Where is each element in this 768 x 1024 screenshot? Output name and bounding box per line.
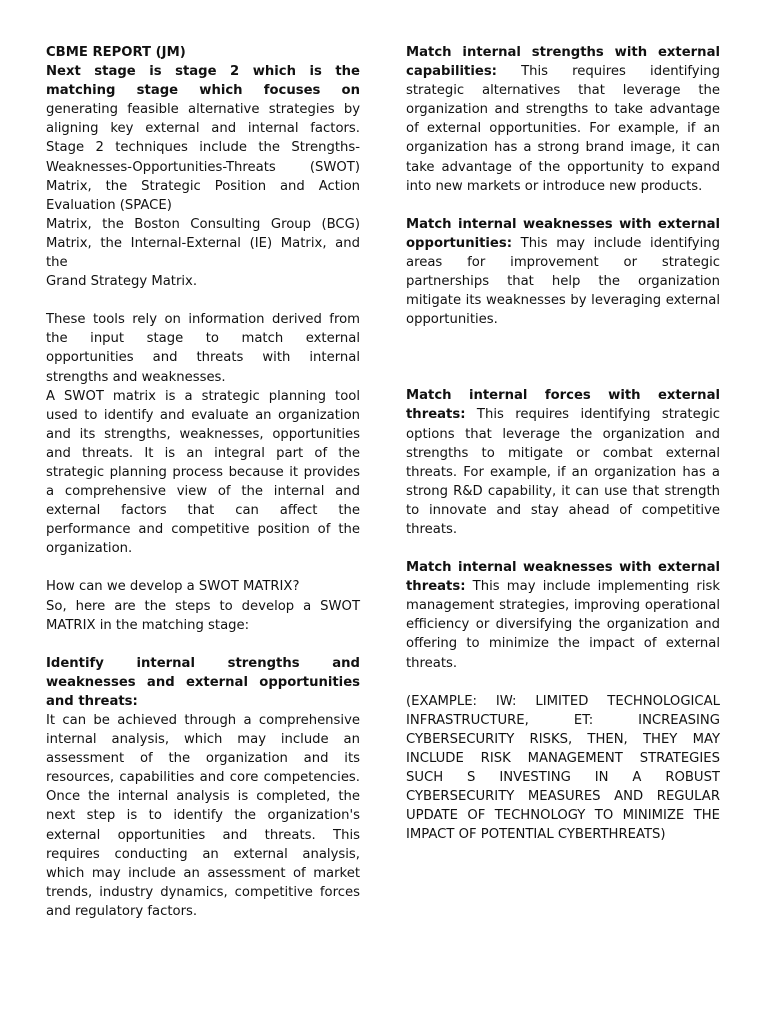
st-body: This requires identifying strategic options that leverage the organization and strengths to mitigate or combat external threats. For example, if an organization has a strong R&D capability, it can use that strength to innovate and stay ahead of competitive threats. xyxy=(406,407,720,537)
right-column xyxy=(406,43,720,844)
example-paragraph: (EXAMPLE: IW: LIMITED TECHNOLOGICAL INFRASTRUCTURE, ET: INCREASING CYBERSECURITY RISKS, THEN, THEY MAY INCLUDE RISK MANAGEMENT STRATEGIES SUCH S INVESTING IN A ROBUST CYBERSECURITY MEASURES AND REGULAR UPDATE OF TECHNOLOGY TO MINIMIZE THE IMPACT OF POTENTIAL CYBERTHREATS) xyxy=(406,693,720,843)
wt-heading: Match internal weaknesses with external threats: xyxy=(406,560,720,595)
wo-heading: Match internal weaknesses with external opportunities: xyxy=(406,216,720,251)
intro-paragraph-line3: Grand Strategy Matrix. xyxy=(46,274,198,290)
st-paragraph xyxy=(406,386,720,539)
question-line: How can we develop a SWOT MATRIX? xyxy=(46,579,300,595)
wo-body: This may include identifying areas for improvement or strategic partnerships that help the organization mitigate its weaknesses by leveraging external opportunities. xyxy=(406,235,720,328)
left-column xyxy=(46,43,360,921)
intro-bold-text: Next stage is stage 2 which is the matching stage which focuses on xyxy=(46,64,360,99)
intro-paragraph xyxy=(46,62,360,215)
report-title: CBME REPORT (JM) xyxy=(46,45,186,60)
so-paragraph xyxy=(406,43,720,196)
swot-paragraph: A SWOT matrix is a strategic planning tool used to identify and evaluate an organization and its strengths, weaknesses, opportunities and threats. It is an integral part of the strategic planning process because it provides a comprehensive view of the internal and external factors that can affect the performance and competitive position of the organization. xyxy=(46,388,360,557)
intro-paragraph-line2: Matrix, the Boston Consulting Group (BCG) Matrix, the Internal-External (IE) Matrix, and the xyxy=(46,216,360,271)
steps-intro: So, here are the steps to develop a SWOT MATRIX in the matching stage: xyxy=(46,598,360,633)
intro-rest-text: generating feasible alternative strategies by aligning key external and internal factors. Stage 2 techniques include the Strengths-Weaknesses-Opportunities-Threats (SWOT) Matrix, the Strategic Position and Action Evaluation (SPACE) xyxy=(46,102,360,213)
identify-heading: Identify internal strengths and weaknesses and external opportunities and threats: xyxy=(46,655,360,709)
identify-body: It can be achieved through a comprehensive internal analysis, which may include an assessment of the organization and its resources, capabilities and core competencies. Once the internal analysis is completed, the next step is to identify the organization's external opportunities and threats. This requires conducting an external analysis, which may include an assessment of market trends, industry dynamics, competitive forces and regulatory factors. xyxy=(46,713,360,919)
so-body: This requires identifying strategic alternatives that leverage the organization and strengths to take advantage of external opportunities. For example, if an organization has a strong brand image, it can take advantage of the opportunity to expand into new markets or introduce new products. xyxy=(406,64,720,194)
st-heading: Match internal forces with external threats: xyxy=(406,388,720,423)
wt-body: This may include implementing risk management strategies, improving operational efficiency or diversifying the organization and offering to minimize the impact of external threats. xyxy=(406,579,720,671)
wt-paragraph xyxy=(406,558,720,673)
so-heading: Match internal strengths with external capabilities: xyxy=(406,45,720,80)
wo-paragraph xyxy=(406,215,720,330)
tools-paragraph: These tools rely on information derived from the input stage to match external opportunities and threats with internal strengths and weaknesses. xyxy=(46,312,360,385)
